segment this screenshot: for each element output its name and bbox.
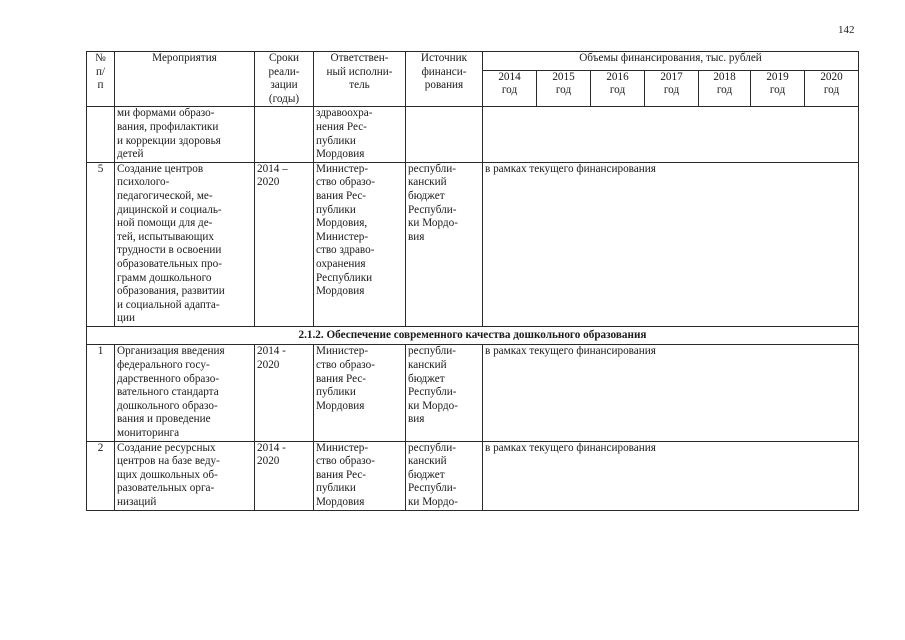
header-num: № п/ п xyxy=(87,52,115,107)
row-funding: в рамках текущего финансирования xyxy=(483,162,859,326)
row-source: республи- канский бюджет Республи- ки Мордо- вия xyxy=(406,162,483,326)
section-row xyxy=(87,326,859,345)
row-event: Создание центров психолого- педагогической, ме- дицинской и социаль- ной помощи для де- тей, испытывающих трудности в освоении образовательных про- грамм дошкольного образования, развитии и социальной адапта- ции xyxy=(115,162,255,326)
table-row xyxy=(87,345,859,441)
header-terms: Сроки реали- зации (годы) xyxy=(255,52,314,107)
header-year: 2015 год xyxy=(537,70,591,107)
row-funding: в рамках текущего финансирования xyxy=(483,441,859,510)
header-year: 2018 год xyxy=(699,70,751,107)
row-responsible: здравоохра- нения Рес- публики Мордовия xyxy=(314,107,406,162)
header-funding: Объемы финансирования, тыс. рублей xyxy=(483,52,859,71)
row-responsible: Министер- ство образо- вания Рес- публики Мордовия, Министер- ство здраво- охранения Республики Мордовия xyxy=(314,162,406,326)
row-responsible: Министер- ство образо- вания Рес- публики Мордовия xyxy=(314,441,406,510)
row-terms: 2014 – 2020 xyxy=(255,162,314,326)
row-funding xyxy=(483,107,859,162)
table-row xyxy=(87,441,859,510)
row-terms: 2014 - 2020 xyxy=(255,441,314,510)
header-year: 2017 год xyxy=(645,70,699,107)
row-event: ми формами образо- вания, профилактики и коррекции здоровья детей xyxy=(115,107,255,162)
row-source: республи- канский бюджет Республи- ки Мордо- xyxy=(406,441,483,510)
section-title: 2.1.2. Обеспечение современного качества дошкольного образования xyxy=(87,326,859,345)
row-num xyxy=(87,107,115,162)
row-num: 5 xyxy=(87,162,115,326)
header-year: 2019 год xyxy=(751,70,805,107)
row-terms: 2014 - 2020 xyxy=(255,345,314,441)
row-source: республи- канский бюджет Республи- ки Мордо- вия xyxy=(406,345,483,441)
header-year: 2016 год xyxy=(591,70,645,107)
header-year: 2020 год xyxy=(805,70,859,107)
activities-table xyxy=(86,51,859,511)
row-num: 2 xyxy=(87,441,115,510)
row-terms xyxy=(255,107,314,162)
row-event: Создание ресурсных центров на базе веду- щих дошкольных об- разовательных орга- низаций xyxy=(115,441,255,510)
header-year: 2014 год xyxy=(483,70,537,107)
header-event: Мероприятия xyxy=(115,52,255,107)
row-event: Организация введения федерального госу- дарственного образо- вательного стандарта дошкольного образо- вания и проведение мониторинга xyxy=(115,345,255,441)
row-responsible: Министер- ство образо- вания Рес- публики Мордовия xyxy=(314,345,406,441)
row-num: 1 xyxy=(87,345,115,441)
header-source: Источник финанси- рования xyxy=(406,52,483,107)
row-funding: в рамках текущего финансирования xyxy=(483,345,859,441)
row-source xyxy=(406,107,483,162)
header-responsible: Ответствен- ный исполни- тель xyxy=(314,52,406,107)
table-row xyxy=(87,162,859,326)
header-row xyxy=(87,52,859,71)
page-number: 142 xyxy=(838,24,855,36)
table-row xyxy=(87,107,859,162)
